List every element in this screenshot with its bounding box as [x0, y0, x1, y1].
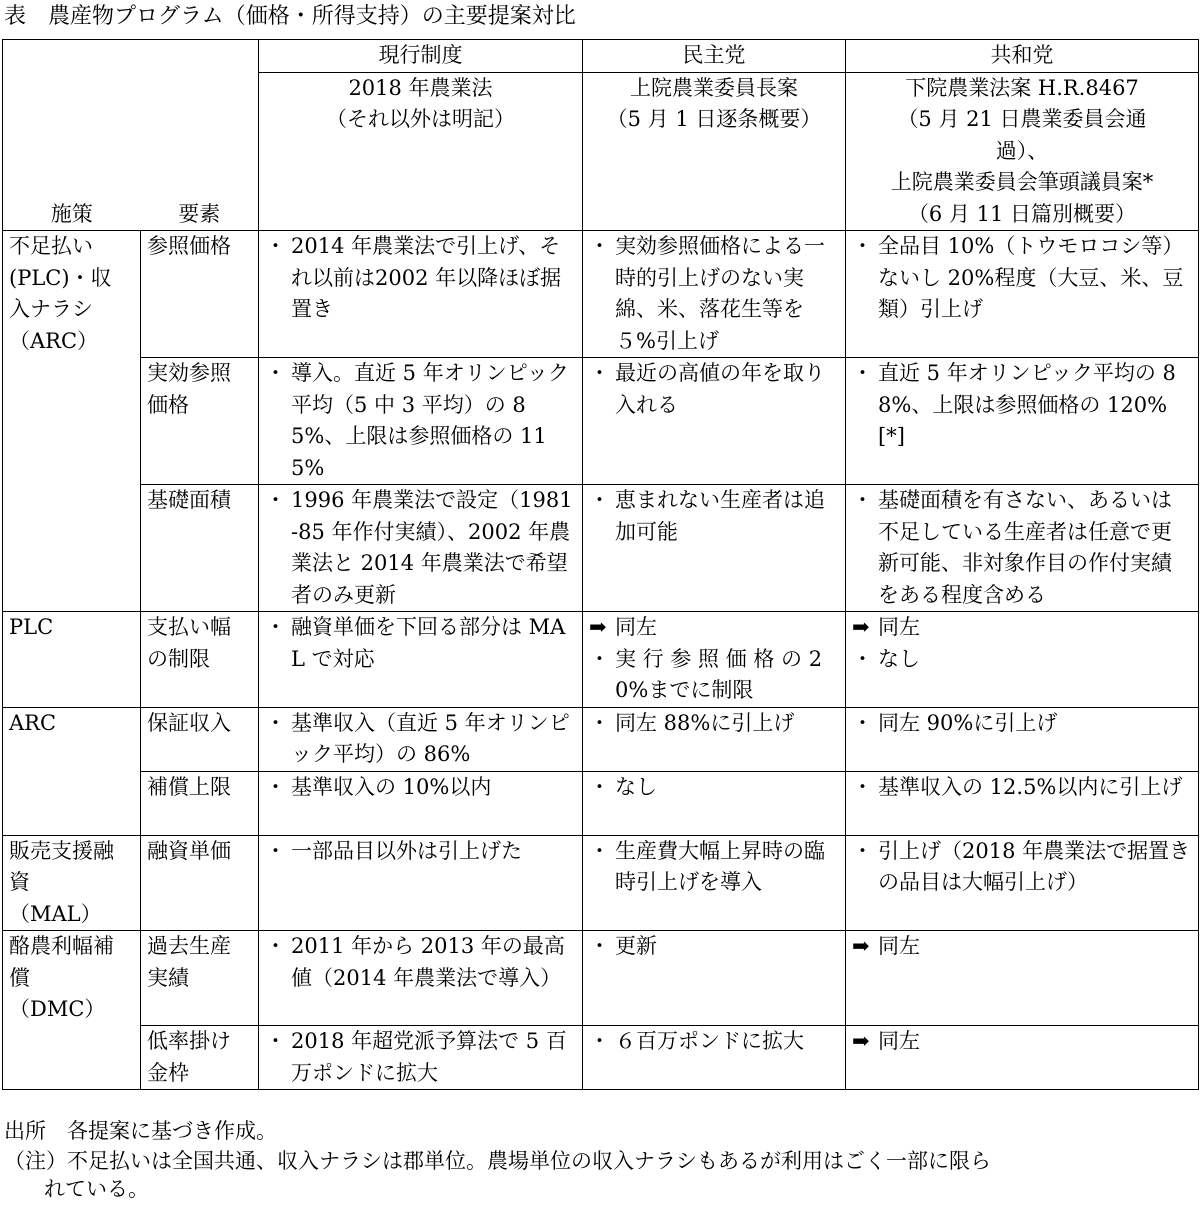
header-dem-source-line: 上院農業委員長案	[630, 75, 798, 100]
cell-dem	[583, 771, 846, 835]
cell-rep	[846, 771, 1199, 835]
cell-current	[259, 931, 583, 1026]
cell-rep	[846, 358, 1199, 485]
row-mal	[3, 835, 1199, 931]
bullet-item: ・ 1996 年農業法で設定（1981-85 年作付実績）、2002 年農業法と 2014 年農業法で希望者のみ更新	[265, 485, 576, 611]
comparison-table	[2, 39, 1199, 1090]
cell-dem	[583, 1026, 846, 1090]
header-current-source	[259, 72, 583, 231]
header-current-source-line: （それ以外は明記）	[326, 107, 515, 131]
bullet-item: ・ 更新	[589, 931, 839, 963]
element-cap: 補償上限	[141, 771, 259, 835]
table-title: 表 農産物プログラム（価格・所得支持）の主要提案対比	[4, 4, 576, 29]
header-rep-source	[846, 72, 1199, 231]
header-current-policy: 現行制度	[259, 40, 583, 73]
policy-line: （DMC）	[9, 997, 106, 1021]
cell-dem	[583, 231, 846, 358]
cell-current	[259, 612, 583, 708]
header-dem-source-line: （5 月 1 日逐条概要）	[606, 107, 822, 131]
element-line: 支払い幅	[147, 615, 231, 639]
cell-rep	[846, 707, 1199, 771]
header-policy-cell	[3, 40, 141, 231]
cell-rep	[846, 835, 1199, 931]
cell-current	[259, 835, 583, 931]
element-loan-rate: 融資単価	[141, 835, 259, 931]
header-rep-source-line: 下院農業法案 H.R.8467	[905, 75, 1139, 100]
bullet-item: ・ 基準収入（直近 5 年オリンピック平均）の 86%	[265, 708, 576, 771]
cell-rep	[846, 612, 1199, 708]
bullet-item: ・ 生産費大幅上昇時の臨時引上げを導入	[589, 836, 839, 899]
cell-dem	[583, 612, 846, 708]
cell-rep	[846, 1026, 1199, 1090]
element-line: 実績	[147, 965, 189, 990]
cell-current	[259, 231, 583, 358]
policy-line: 入ナラシ	[9, 297, 93, 321]
element-line: 低率掛け	[147, 1029, 231, 1053]
cell-dem	[583, 707, 846, 771]
cell-current	[259, 358, 583, 485]
element-line: 実効参照	[147, 361, 231, 385]
bullet-item: ・ 2018 年超党派予算法で 5 百万ポンドに拡大	[265, 1026, 576, 1089]
policy-mal	[3, 835, 141, 931]
policy-arc: ARC	[3, 707, 141, 835]
header-democrats: 民主党	[583, 40, 846, 73]
element-guarantee: 保証収入	[141, 707, 259, 771]
bullet-item: ・ 引上げ（2018 年農業法で据置きの品目は大幅引上げ）	[852, 836, 1192, 899]
header-dem-source	[583, 72, 846, 231]
row-base-acres	[3, 485, 1199, 612]
policy-line: 不足払い	[9, 234, 93, 258]
element-payment-limit	[141, 612, 259, 708]
element-effective-reference-price	[141, 358, 259, 485]
bullet-item: ・ 同左 88%に引上げ	[589, 708, 839, 740]
bullet-item: ・ 実効参照価格による一時的引上げのない実綿、米、落花生等を５%引上げ	[589, 231, 839, 357]
policy-line: 資	[9, 870, 30, 894]
row-reference-price	[3, 231, 1199, 358]
cell-dem	[583, 485, 846, 612]
row-dmc-tier	[3, 1026, 1199, 1090]
policy-line: 販売支援融	[9, 838, 114, 863]
bullet-item: ・ 2014 年農業法で引上げ、それ以前は2002 年以降ほぼ据置き	[265, 231, 576, 326]
header-element-label: 要素	[178, 201, 221, 226]
element-reference-price: 参照価格	[141, 231, 259, 358]
header-rep-source-line: （6 月 11 日篇別概要）	[907, 201, 1137, 226]
cell-dem	[583, 931, 846, 1026]
bullet-item: ・ 2011 年から 2013 年の最高値（2014 年農業法で導入）	[265, 931, 576, 994]
policy-plc: PLC	[3, 612, 141, 708]
header-rep-source-line: 上院農業委員会筆頭議員案*	[890, 170, 1154, 194]
policy-dmc	[3, 931, 141, 1090]
element-production-history	[141, 931, 259, 1026]
policy-line: 償	[9, 965, 30, 990]
element-base-acres: 基礎面積	[141, 485, 259, 612]
policy-line: （MAL）	[9, 901, 102, 926]
policy-plc-arc	[3, 231, 141, 612]
bullet-item: ・ なし	[589, 772, 839, 804]
cell-rep	[846, 231, 1199, 358]
arrow-item: ➡ 同左	[852, 612, 1192, 644]
row-dmc-history	[3, 931, 1199, 1026]
bullet-item: ・ 基準収入の 10%以内	[265, 772, 576, 804]
bullet-item: ・ 実 行 参 照 価 格 の 20%までに制限	[589, 644, 839, 707]
cell-current	[259, 771, 583, 835]
arrow-item: ➡ 同左	[852, 931, 1192, 963]
bullet-item: ・ 基準収入の 12.5%以内に引上げ	[852, 772, 1192, 804]
footer-source: 出所 各提案に基づき作成。	[4, 1119, 277, 1143]
policy-line: 酪農利幅補	[9, 934, 114, 958]
footer-note: （注）不足払いは全国共通、収入ナラシは郡単位。農場単位の収入ナラシもあるが利用はごく一部に限ら	[4, 1149, 991, 1173]
cell-dem	[583, 358, 846, 485]
cell-current	[259, 485, 583, 612]
cell-dem	[583, 835, 846, 931]
arrow-item: ➡ 同左	[589, 612, 839, 644]
element-line: 価格	[147, 392, 189, 417]
bullet-item: ・ 同左 90%に引上げ	[852, 708, 1192, 740]
bullet-item: ・ 導入。直近 5 年オリンピック平均（5 中 3 平均）の 85%、上限は参照価格の 115%	[265, 358, 576, 484]
bullet-item: ・ 最近の高値の年を取り入れる	[589, 358, 839, 421]
header-rep-source-line: 過）、	[995, 138, 1049, 163]
header-element-cell	[141, 40, 259, 231]
cell-rep	[846, 485, 1199, 612]
bullet-item: ・ 直近 5 年オリンピック平均の 88%、上限は参照価格の 120%[*]	[852, 358, 1192, 453]
bullet-item: ・ 融資単価を下回る部分は MAL で対応	[265, 612, 576, 675]
element-tier	[141, 1026, 259, 1090]
cell-rep	[846, 931, 1199, 1026]
row-arc-guarantee	[3, 707, 1199, 771]
header-rep-source-line: （5 月 21 日農業委員会通	[897, 107, 1147, 131]
cell-current	[259, 1026, 583, 1090]
row-plc-payment-limit	[3, 612, 1199, 708]
arrow-item: ➡ 同左	[852, 1026, 1192, 1058]
element-line: 金枠	[147, 1060, 189, 1085]
cell-current	[259, 707, 583, 771]
policy-line: (PLC)・収	[9, 265, 112, 290]
element-line: の制限	[147, 646, 210, 671]
header-row-columns	[3, 40, 1199, 73]
bullet-item: ・ 一部品目以外は引上げた	[265, 836, 576, 868]
bullet-item: ・ 全品目 10%（トウモロコシ等）ないし 20%程度（大豆、米、豆類）引上げ	[852, 231, 1192, 326]
bullet-item: ・ 基礎面積を有さない、あるいは不足している生産者は任意で更新可能、非対象作目の作付実績をある程度含める	[852, 485, 1192, 611]
header-current-source-line: 2018 年農業法	[348, 75, 493, 100]
element-line: 過去生産	[147, 934, 231, 958]
header-policy-label: 施策	[50, 201, 93, 226]
row-arc-cap	[3, 771, 1199, 835]
footer-note-continued: れている。	[44, 1177, 149, 1201]
row-effective-reference-price	[3, 358, 1199, 485]
bullet-item: ・ なし	[852, 644, 1192, 676]
header-republicans: 共和党	[846, 40, 1199, 73]
bullet-item: ・ ６百万ポンドに拡大	[589, 1026, 839, 1058]
bullet-item: ・ 恵まれない生産者は追加可能	[589, 485, 839, 548]
policy-line: （ARC）	[9, 328, 99, 353]
